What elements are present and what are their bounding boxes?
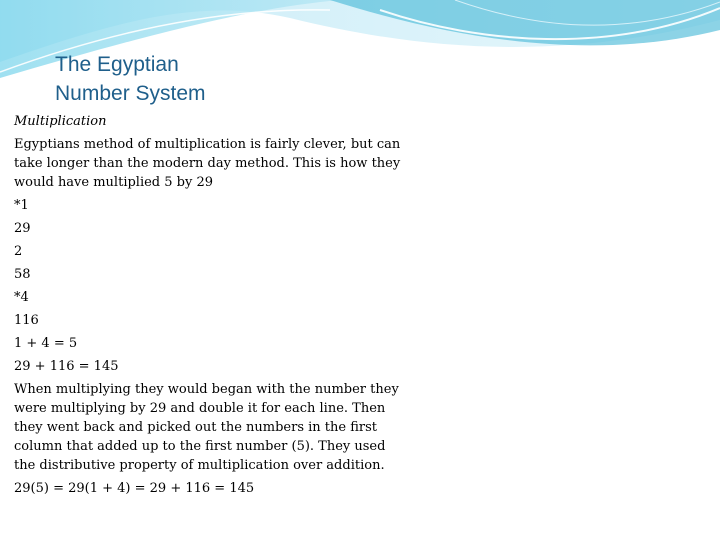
final-equation: 29(5) = 29(1 + 4) = 29 + 116 = 145: [14, 481, 255, 496]
calc-line: *4: [14, 290, 29, 305]
explanation-paragraph: When multiplying they would began with the number they were multiplying by 29 and double it for each line. Then they went back and picked out the numbers in the first column that added up to the first number (5). They used the distributive property of multiplication over addition.: [14, 382, 399, 473]
slide-title: [55, 50, 206, 108]
intro-paragraph: Egyptians method of multiplication is fairly clever, but can take longer than the modern day method. This is how they would have multiplied 5 by 29: [14, 137, 401, 190]
subheading: Multiplication: [14, 114, 107, 129]
calc-line: 1 + 4 = 5: [14, 336, 78, 351]
calc-line: *1: [14, 198, 29, 213]
calc-line: 29 + 116 = 145: [14, 359, 119, 374]
calc-line: 29: [14, 221, 31, 236]
title-line-1: The Egyptian: [55, 53, 179, 76]
calc-line: 116: [14, 313, 39, 328]
calc-line: 2: [14, 244, 23, 259]
slide-body: [14, 112, 404, 502]
title-line-2: Number System: [55, 82, 206, 105]
calc-line: 58: [14, 267, 31, 282]
